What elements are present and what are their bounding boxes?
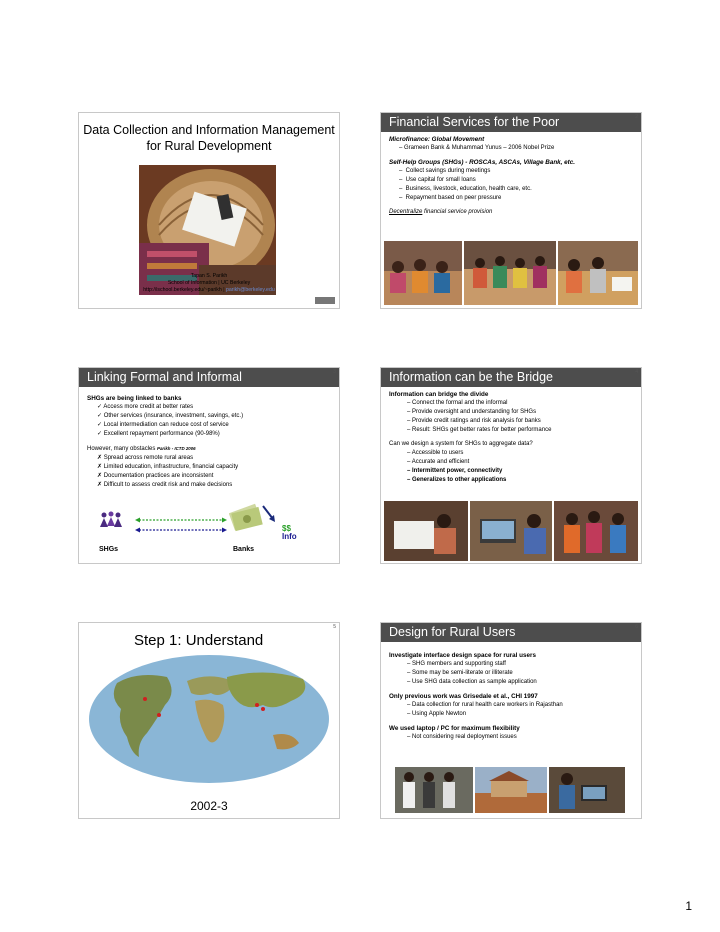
check-item: ✓ Access more credit at better rates xyxy=(97,404,194,410)
cross-item: ✗ Documentation practices are inconsistent xyxy=(97,473,214,479)
shgs-label: SHGs xyxy=(99,546,119,553)
bullet-item: – Business, livestock, education, health care, etc. xyxy=(399,186,532,192)
check-icon: ✓ xyxy=(97,431,103,437)
heading-bridge: Information can bridge the divide xyxy=(389,391,489,398)
slide-title: Information can be the Bridge xyxy=(381,368,641,387)
bullet-item: – Using Apple Newton xyxy=(407,711,467,717)
check-icon: ✓ xyxy=(97,422,103,428)
decentralize-line: Decentralize financial service provision xyxy=(389,209,493,215)
arrow-link xyxy=(135,516,227,534)
bullet-item: – Not considering real deployment issues xyxy=(407,734,517,740)
author-affiliation: School of Information | UC Berkeley xyxy=(167,280,251,286)
slide-number: 4 xyxy=(635,369,638,375)
slide-title: Financial Services for the Poor xyxy=(381,113,641,132)
check-item: ✓ Other services (insurance, investment, savings, etc.) xyxy=(97,413,244,419)
bullet-item: – Connect the formal and the informal xyxy=(407,400,508,406)
bullet-item: – Generalizes to other applications xyxy=(407,477,507,483)
heading-investigate: Investigate interface design space for rural users xyxy=(389,652,536,659)
cross-icon: ✗ xyxy=(97,455,103,461)
cross-icon: ✗ xyxy=(97,473,103,479)
slide-3 xyxy=(78,367,340,564)
bullet-item: – Use SHG data collection as sample application xyxy=(407,679,537,685)
author-url[interactable]: http://ischool.berkeley.edu/~parikh xyxy=(143,287,222,293)
slide-logo xyxy=(315,297,335,304)
heading-shg: Self-Help Groups (SHGs) - ROSCAs, ASCAs, Village Bank, etc. xyxy=(389,159,576,166)
author-contact: http://ischool.berkeley.edu/~parikh | parikh@berkeley.edu xyxy=(143,287,275,293)
bullet-item: – Data collection for rural health care workers in Rajasthan xyxy=(407,702,563,708)
slide-title: Step 1: Understand xyxy=(134,632,264,649)
slide-6 xyxy=(380,622,642,819)
bullet-item: – Result: SHGs get better rates for better performance xyxy=(407,427,552,433)
bullet-item: – Accessible to users xyxy=(407,450,464,456)
bullet-item: – SHG members and supporting staff xyxy=(407,661,506,667)
bullet-item: – Provide oversight and understanding for SHGs xyxy=(407,409,537,415)
heading-laptop: We used laptop / PC for maximum flexibility xyxy=(389,725,520,732)
check-icon: ✓ xyxy=(97,413,103,419)
bullet-item: – Some may be semi-literate or illiterate xyxy=(407,670,513,676)
heading-previous-work: Only previous work was Grisedale et al., CHI 1997 xyxy=(389,693,538,700)
cross-item: ✗ Difficult to assess credit risk and make decisions xyxy=(97,482,233,488)
slide-5 xyxy=(78,622,340,819)
page-number: 1 xyxy=(685,899,692,913)
cross-icon: ✗ xyxy=(97,482,103,488)
shg-meeting-photos xyxy=(384,241,638,305)
cross-icon: ✗ xyxy=(97,464,103,470)
cross-item: ✗ Spread across remote rural areas xyxy=(97,455,194,461)
check-icon: ✓ xyxy=(97,404,103,410)
slide-number: 2 xyxy=(635,114,638,120)
bullet-grameen: – Grameen Bank & Muhammad Yunus – 2006 Nobel Prize xyxy=(399,145,555,151)
heading-microfinance: Microfinance: Global Movement xyxy=(389,136,485,143)
field-work-photos xyxy=(384,501,638,561)
slide-1 xyxy=(78,112,340,309)
design-question: Can we design a system for SHGs to aggregate data? xyxy=(389,441,533,447)
bullet-item: – Intermittent power, connectivity xyxy=(407,468,503,474)
world-map xyxy=(87,653,331,785)
bullet-item: – Use capital for small loans xyxy=(399,177,476,183)
money-label: $$ xyxy=(282,524,291,533)
shg-people-icon xyxy=(99,511,123,531)
bullet-item: – Accurate and efficient xyxy=(407,459,470,465)
bullet-item: – Provide credit ratings and risk analysis for banks xyxy=(407,418,541,424)
info-label: Info xyxy=(282,532,297,541)
money-stack-icon xyxy=(229,500,263,532)
obstacles-heading: However, many obstacles Parikh - ICTD 2006 xyxy=(87,446,196,452)
check-item: ✓ Local intermediation can reduce cost of service xyxy=(97,422,229,428)
slide-title: Linking Formal and Informal xyxy=(79,368,339,387)
slide-number: 6 xyxy=(635,624,638,630)
arrow-down-icon xyxy=(261,504,277,524)
slide-number: 5 xyxy=(333,624,336,630)
heading-shg-banks: SHGs are being linked to banks xyxy=(87,395,182,402)
slide-2 xyxy=(380,112,642,309)
bullet-item: – Repayment based on peer pressure xyxy=(399,195,502,201)
banks-label: Banks xyxy=(233,546,255,553)
author-name: Tapan S. Parikh xyxy=(190,273,228,279)
rural-users-photos xyxy=(395,767,625,813)
slide-4 xyxy=(380,367,642,564)
slide-title: Design for Rural Users xyxy=(381,623,641,642)
check-item: ✓ Excellent repayment performance (90-98%) xyxy=(97,431,220,437)
bullet-item: – Collect savings during meetings xyxy=(399,168,491,174)
slide-title: Data Collection and Information Management for Rural Development xyxy=(83,123,335,153)
slide-number: 3 xyxy=(333,369,336,375)
cross-item: ✗ Limited education, infrastructure, financial capacity xyxy=(97,464,239,470)
year-label: 2002-3 xyxy=(190,799,228,813)
author-email[interactable]: parikh@berkeley.edu xyxy=(226,287,275,293)
